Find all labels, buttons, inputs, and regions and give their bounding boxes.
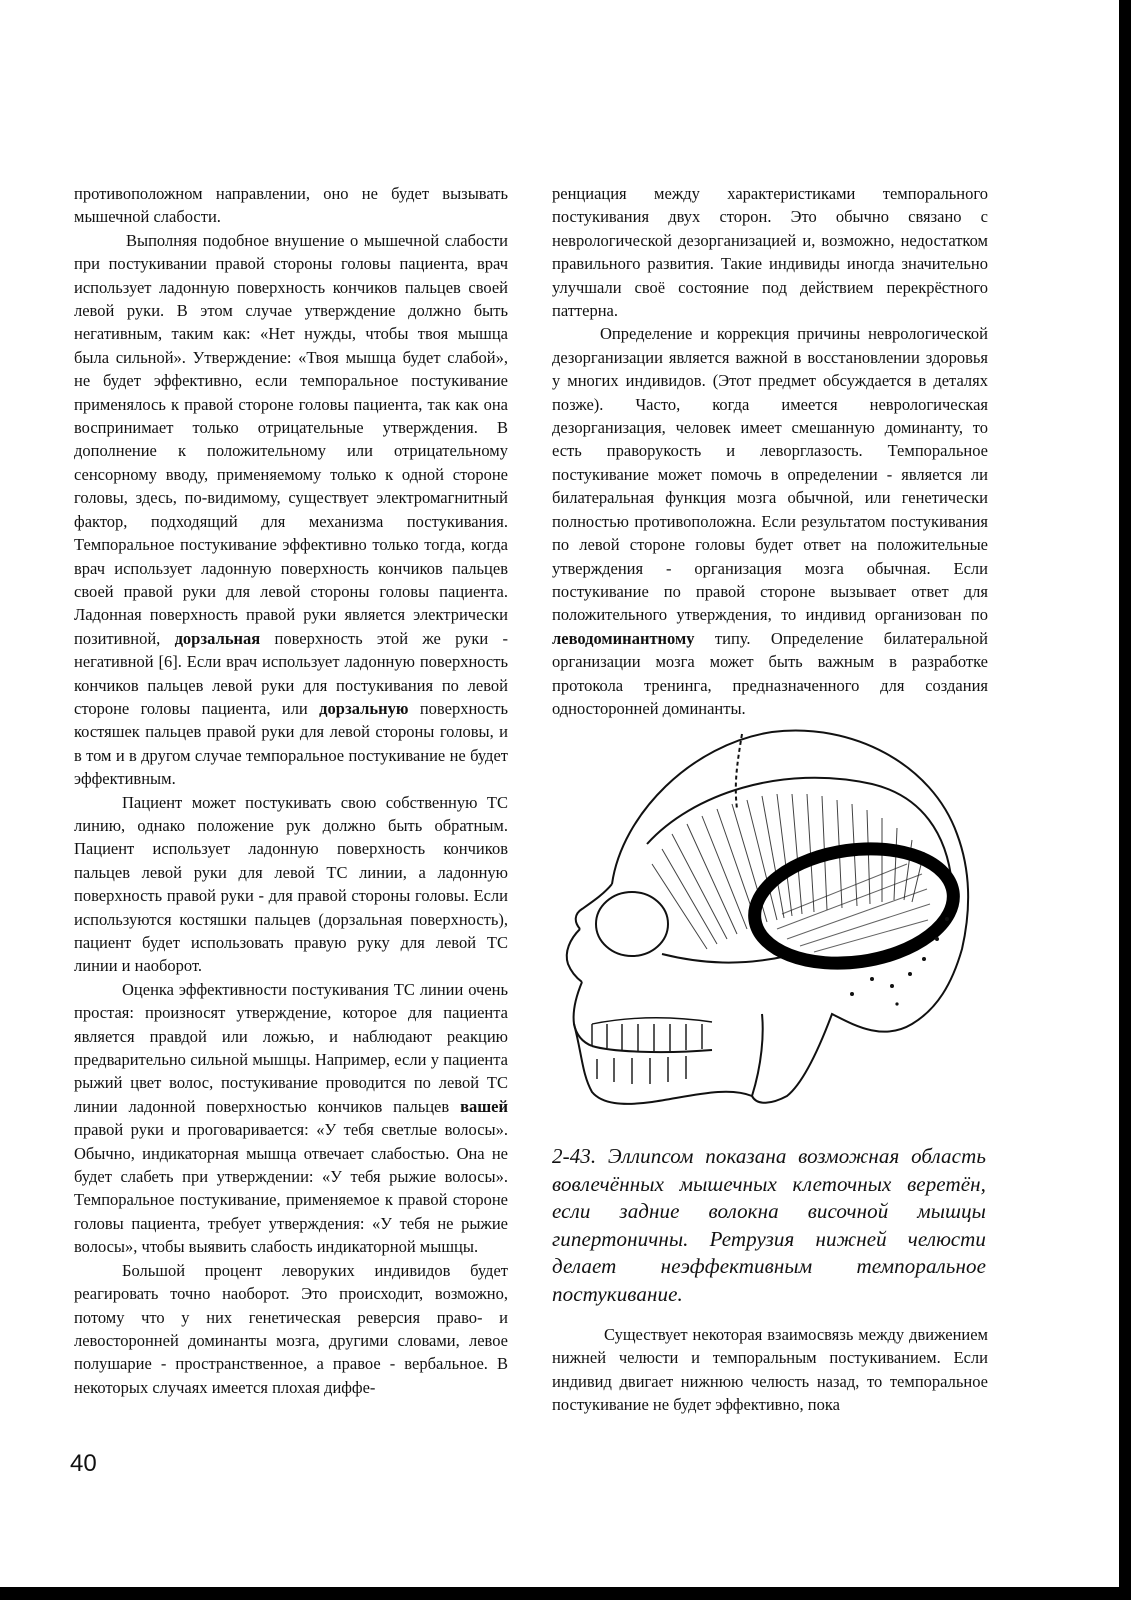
right-column-lower xyxy=(552,1323,988,1417)
skull-illustration-icon xyxy=(552,724,988,1124)
bold-term: вашей xyxy=(460,1096,508,1116)
right-column xyxy=(552,182,988,720)
paragraph: Существует некоторая взаимосвязь между движением нижней челюсти и темпоральным постукиванием. Если индивид двигает нижнюю челюсть назад, то темпоральное постукивание не будет эффективно, пока xyxy=(552,1325,988,1415)
text-run: Определение и коррекция причины неврологической дезорганизации является важной в восстановлении здоровья у многих индивидов. (Этот предмет обсуждается в деталях позже). Часто, когда имеется неврологическая дезорганизация, человек имеет смешанную доминанту, то есть праворукость и леворглазость. Темпоральное постукивание может помочь в определении - является ли билатеральная функция мозга обычной, или генетически полностью противоположна. Если результатом постукивания по левой стороне головы будет ответ на положительные утверждения - организация мозга обычная. Если постукивание по правой стороне вызывает ответ для положительного утверждения, то индивид организован по xyxy=(552,324,988,625)
text-run: Выполняя подобное внушение о мышечной слабости при постукивании правой стороны головы пациента, врач использует ладонную поверхность кончиков пальцев своей левой руки. В этом случае утверждение должно быть негативным, таким как: «Нет нужды, чтобы твоя мышца была сильной». Утверждение: «Твоя мышца будет слабой», не будет эффективно, если темпоральное постукивание применялось к правой стороне головы пациента, так как она воспринимает только отрицательные утверждения. В дополнение к положительному или отрицательному сенсорному вводу, применяемому только к одной стороне головы, здесь, по-видимому, существует электромагнитный фактор, подходящий для механизма постукивания. Темпоральное постукивание эффективно только тогда, когда врач использует ладонную поверхность кончиков пальцев своей правой руки для левой стороны головы пациента. Ладонная поверхность правой руки является электрически позитивной, xyxy=(74,230,508,648)
text-run: Оценка эффективности постукивания ТС линии очень простая: произносят утверждение, которое для пациента является правдой или ложью, и наблюдают реакцию предварительно сильной мышцы. Например, если у пациента рыжий цвет волос, постукивание проводится по левой ТС линии ладонной поверхностью кончиков пальцев xyxy=(74,979,508,1116)
text-run: поверхность костяшек пальцев правой руки для левой стороны головы, и в том и в другом случае темпоральное постукивание не будет эффективным. xyxy=(74,698,508,789)
paragraph xyxy=(552,322,988,720)
paragraph: Пациент может постукивать свою собственную ТС линию, однако положение рук должно быть обратным. Пациент использует ладонную поверхность кончиков пальцев левой руки для левой ТС линии, а ладонную поверхность правой руки - для правой стороны головы. Если используются костяшки пальцев (дорзальная поверхность), пациент будет использовать правую руку для левой ТС линии и наоборот. xyxy=(74,792,508,976)
skull-figure xyxy=(552,724,988,1124)
bold-term: дорзальную xyxy=(319,698,409,718)
text-run: типу. Определение билатеральной организации мозга может быть важным в разработке протокола тренинга, предназначенного для создания односторонней доминанты. xyxy=(552,628,988,718)
page-number: 40 xyxy=(70,1450,97,1477)
figure-caption: 2-43. Эллипсом показана возможная область вовлечённых мышечных клеточных веретён, если задние волокна височной мышцы гипертоничны. Ретрузия нижней челюсти делает неэффективным темпоральное постукивание. xyxy=(552,1144,986,1306)
text-run: правой руки и проговаривается: «У тебя светлые волосы». Обычно, индикаторная мышца отвечает слабостью. Она не будет слабеть при утверждении: «У тебя рыжие волосы». Темпоральное постукивание, применяемое к правой стороне головы пациента, требует утверждения: «У тебя не рыжие волосы», чтобы выявить слабость индикаторной мышцы. xyxy=(74,1120,508,1257)
left-column xyxy=(74,182,508,1399)
paragraph xyxy=(74,229,508,791)
bold-term: леводоминантному xyxy=(552,628,695,648)
paragraph: ренциация между характеристиками темпорального постукивания двух сторон. Это обычно связано с неврологической дезорганизацией и, возможно, недостатком правильного развития. Такие индивиды иногда значительно улучшали своё состояние под действием перекрёстного паттерна. xyxy=(552,184,988,321)
bold-term: дорзальная xyxy=(174,628,261,648)
page-edge-right xyxy=(1119,0,1131,1600)
paragraph: противоположном направлении, оно не будет вызывать мышечной слабости. xyxy=(74,184,508,227)
paragraph xyxy=(74,978,508,1259)
paragraph: Большой процент леворуких индивидов будет реагировать точно наоборот. Это происходит, возможно, потому что у них генетическая реверсия право- и левосторонней доминанты мозга, другими словами, левое полушарие - пространственное, а правое - вербальное. В некоторых случаях имеется плохая диффе- xyxy=(74,1260,508,1397)
text-run: поверхность этой же руки - негативной [6]. Если врач использует ладонную поверхность кончиков пальцев левой руки для постукивания по левой стороне головы пациента, или xyxy=(74,628,508,718)
page-edge-bottom xyxy=(0,1587,1131,1600)
